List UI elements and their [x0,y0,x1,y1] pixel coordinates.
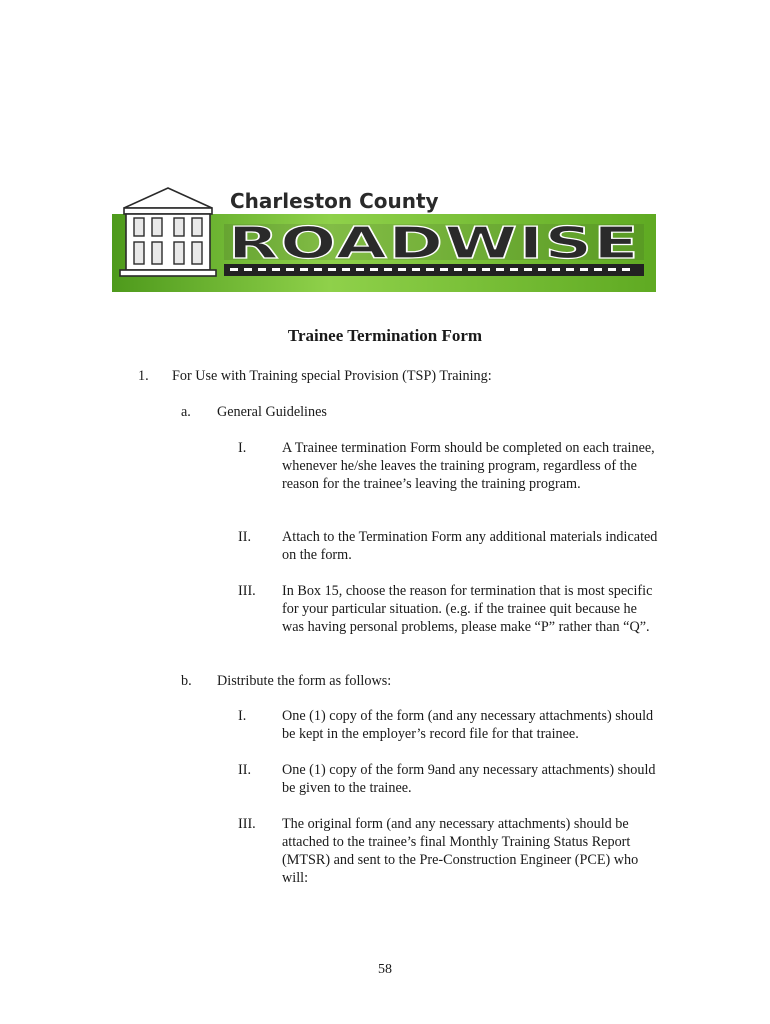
sub-b-item-1-marker: I. [238,708,247,724]
page-number: 58 [378,962,392,977]
charleston-county-roadwise-logo [112,184,656,294]
page-title: Trainee Termination Form [287,326,483,345]
sub-b-item-3-marker: III. [238,816,256,832]
section-1-heading: For Use with Training special Provision (TSP) Training: [172,368,492,384]
sub-a-item-2-marker: II. [238,529,251,545]
sub-a-item-1-marker: I. [238,440,247,456]
sub-a-item-1-text: A Trainee termination Form should be completed on each trainee, whenever he/she leaves the training program, regardless of the reason for the trainee’s leaving the training program. [282,440,655,492]
sub-a-item-3-marker: III. [238,583,256,599]
sub-a-item-2-text: Attach to the Termination Form any additional materials indicated on the form. [282,529,658,563]
logo-line1: Charleston County [230,189,439,213]
sub-b-item-2-text: One (1) copy of the form 9and any necessary attachments) should be given to the trainee. [282,762,656,796]
sub-b-item-1-text: One (1) copy of the form (and any necessary attachments) should be kept in the employer’s record file for that trainee. [282,708,654,742]
logo-line2: ROADWISE [228,218,640,269]
sub-b-marker: b. [181,673,192,689]
sub-b-heading: Distribute the form as follows: [217,673,392,689]
sub-a-heading: General Guidelines [217,404,327,420]
sub-a-marker: a. [181,404,191,420]
sub-b-item-3-text: The original form (and any necessary attachments) should be attached to the trainee’s final Monthly Training Status Report (MTSR) and sent to the Pre-Construction Engineer (PCE) who will: [282,816,639,886]
section-1-number: 1. [138,368,149,384]
sub-a-item-3-text: In Box 15, choose the reason for termination that is most specific for your particular situation. (e.g. if the trainee quit because he was having personal problems, please make “P” rather than “Q”. [282,583,653,635]
sub-b-item-2-marker: II. [238,762,251,778]
